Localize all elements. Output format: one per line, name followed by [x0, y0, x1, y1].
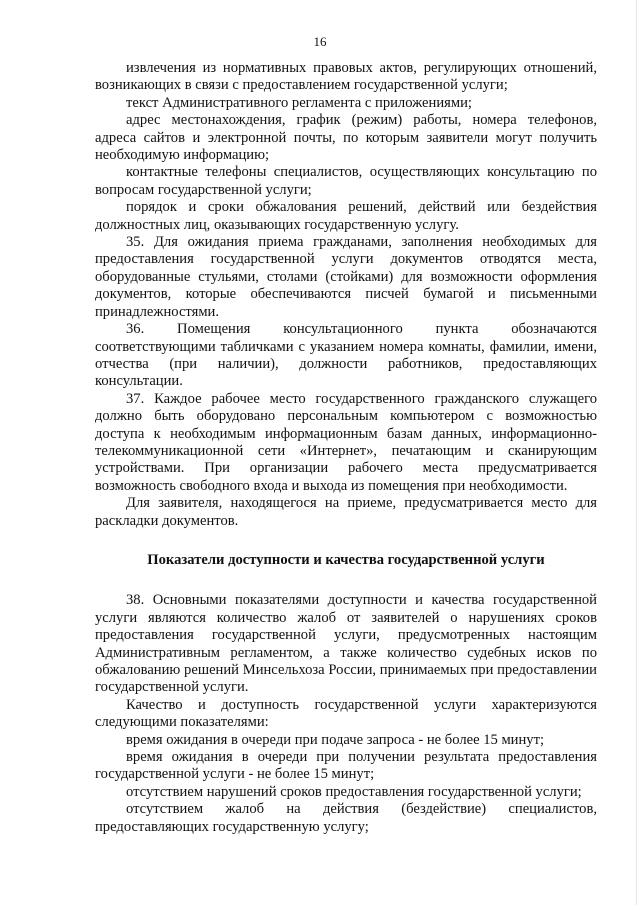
document-body	[95, 60, 597, 836]
paragraph-document-place: Для заявителя, находящегося на приеме, предусматривается место для раскладки документов.	[95, 495, 597, 529]
paragraph-37: 37. Каждое рабочее место государственного гражданского служащего должно быть оборудовано персональным компьютером с возможностью доступа к необходимым информационным базам данных, информационно-телекоммуникационной сети «Интернет», печатающим и сканирующим устройствами. При организации рабочего места предусматривается возможность свободного входа и выхода из помещения при необходимости.	[95, 390, 597, 494]
paragraph-wait-request: время ожидания в очереди при подаче запроса - не более 15 минут;	[126, 731, 545, 748]
paragraph-address-schedule: адрес местонахождения, график (режим) работы, номера телефонов, адреса сайтов и электронной почты, по которым заявители могут получить необходимую информацию;	[95, 112, 597, 164]
page-number: 16	[313, 34, 327, 49]
section-heading: Показатели доступности и качества государственной услуги	[147, 551, 545, 568]
paragraph-appeal-procedure: порядок и сроки обжалования решений, действий или бездействия должностных лиц, оказывающих государственную услугу.	[95, 199, 597, 233]
paragraph-regulation-text: текст Административного регламента с приложениями;	[126, 94, 472, 111]
paragraph-35: 35. Для ожидания приема гражданами, заполнения необходимых для предоставления государственной услуги документов отводятся места, оборудованные стульями, столами (стойками) для возможности оформления документов, которые обеспечиваются писчей бумагой и письменными принадлежностями.	[95, 234, 597, 320]
paragraph-no-complaints: отсутствием жалоб на действия (бездействие) специалистов, предоставляющих государственную услугу;	[95, 801, 597, 835]
paragraph-contact-phones: контактные телефоны специалистов, осуществляющих консультацию по вопросам государственной услуги;	[95, 164, 597, 198]
paragraph-quality-intro: Качество и доступность государственной услуги характеризуются следующими показателями:	[95, 696, 597, 731]
scan-edge	[636, 0, 637, 905]
paragraph-38: 38. Основными показателями доступности и качества государственной услуги являются количество жалоб от заявителей о нарушениях сроков предоставления государственной услуги, предусмотренных настоящим Административным регламентом, а также количество судебных исков по обжалованию решений Минсельхоза России, принимаемых при предоставлении государственной услуги.	[95, 592, 597, 696]
paragraph-no-violations: отсутствием нарушений сроков предоставления государственной услуги;	[126, 783, 582, 800]
paragraph-36: 36. Помещения консультационного пункта обозначаются соответствующими табличками с указанием номера комнаты, фамилии, имени, отчества (при наличии), должности работников, предоставляющих консультации.	[95, 321, 597, 390]
paragraph-extracts: извлечения из нормативных правовых актов, регулирующих отношений, возникающих в связи с предоставлением государственной услуги;	[95, 60, 597, 94]
paragraph-wait-result: время ожидания в очереди при получении результата предоставления государственной услуги - не более 15 минут;	[95, 749, 597, 783]
